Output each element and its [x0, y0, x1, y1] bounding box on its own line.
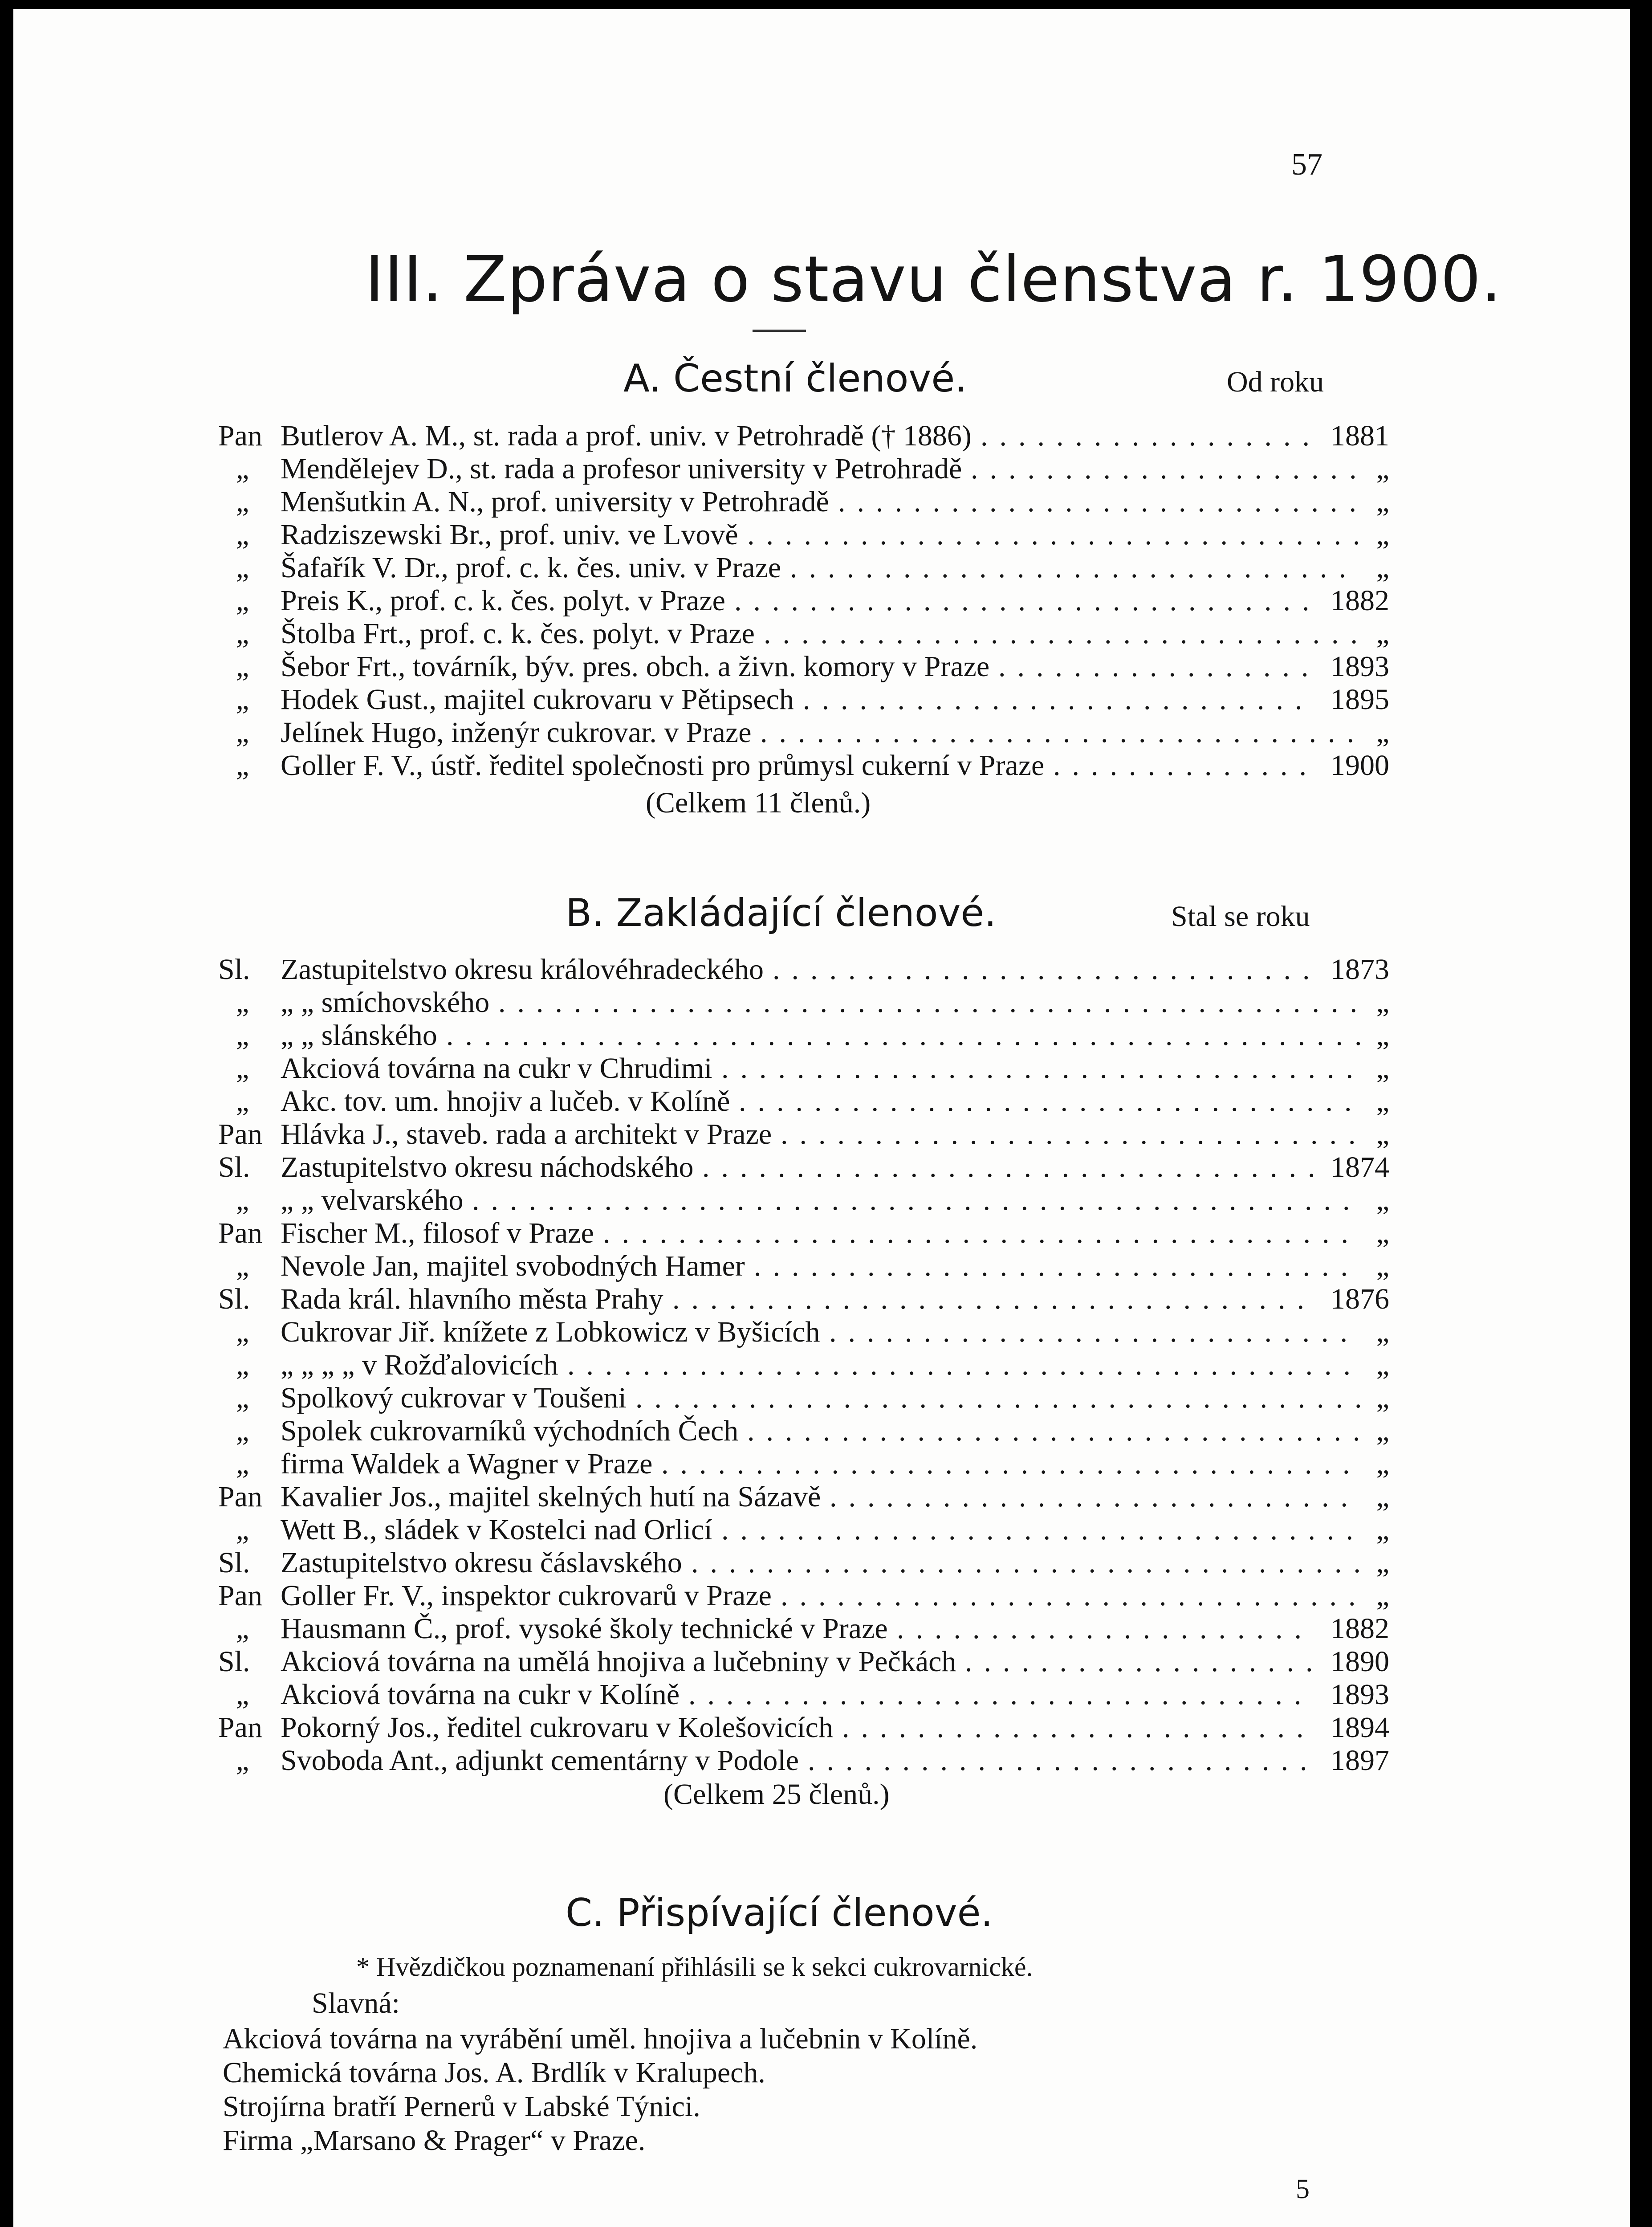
member-row	[218, 453, 1389, 485]
member-prefix: Sl.	[218, 1645, 250, 1678]
member-row	[218, 1349, 1389, 1382]
leader-dots: ................................	[760, 716, 1366, 749]
member-year: 1895	[1331, 683, 1389, 716]
section-a-list	[218, 420, 1389, 782]
member-row	[218, 1382, 1389, 1415]
member-year: „	[1376, 453, 1389, 485]
member-text: Wett B., sládek v Kostelci nad Orlicí	[281, 1513, 712, 1546]
member-prefix: „	[236, 584, 249, 617]
leader-dots: ..................................	[672, 1283, 1316, 1315]
leader-dots: .............................	[773, 953, 1322, 986]
leader-dots: ..........................................	[567, 1349, 1362, 1381]
member-year: „	[1376, 1349, 1389, 1381]
leader-dots: ...........................	[803, 683, 1314, 716]
member-prefix: „	[236, 1085, 249, 1118]
section-b-column-label: Stal se roku	[1171, 900, 1310, 933]
member-row	[218, 420, 1389, 453]
member-text: Akciová továrna na cukr v Chrudimi	[281, 1052, 712, 1085]
member-row	[218, 1481, 1389, 1513]
member-text: „ „ smíchovského	[281, 986, 490, 1019]
member-row	[218, 986, 1389, 1019]
member-year: „	[1376, 551, 1389, 584]
member-year: „	[1376, 1481, 1389, 1513]
member-text: „ „ velvarského	[281, 1184, 464, 1216]
member-text: Akc. tov. um. hnojiv a lučeb. v Kolíně	[281, 1085, 730, 1118]
section-c-line: Firma „Marsano & Prager“ v Praze.	[223, 2124, 646, 2157]
leader-dots: .................................	[688, 1678, 1313, 1711]
member-prefix: „	[236, 1513, 249, 1546]
member-row	[218, 1151, 1389, 1184]
member-text: Zastupitelstvo okresu královéhradeckého	[281, 953, 764, 986]
leader-dots: .................................	[747, 518, 1372, 551]
leader-dots: .................	[998, 650, 1320, 683]
member-prefix: „	[236, 650, 249, 683]
member-prefix: „	[236, 1415, 249, 1447]
member-year: 1874	[1331, 1151, 1389, 1183]
member-prefix: Sl.	[218, 1546, 250, 1579]
section-a-total: (Celkem 11 členů.)	[646, 787, 871, 819]
section-b-total: (Celkem 25 členů.)	[663, 1778, 890, 1811]
member-prefix: „	[236, 1612, 249, 1645]
member-prefix: „	[236, 551, 249, 584]
member-row	[218, 749, 1389, 782]
leader-dots: .................................	[702, 1151, 1327, 1183]
leader-dots: .........................	[842, 1711, 1315, 1744]
member-year: 1876	[1331, 1283, 1389, 1315]
member-text: Spolek cukrovarníků východních Čech	[281, 1415, 739, 1447]
member-row	[218, 1612, 1389, 1645]
member-prefix: „	[236, 716, 249, 749]
member-row	[218, 1283, 1389, 1316]
member-year: „	[1376, 1382, 1389, 1414]
member-prefix: „	[236, 1052, 249, 1085]
member-prefix: Sl.	[218, 1283, 250, 1315]
signature-mark: 5	[1296, 2174, 1310, 2204]
member-text: Rada král. hlavního města Prahy	[281, 1283, 663, 1315]
member-year: „	[1376, 716, 1389, 749]
member-row	[218, 617, 1389, 650]
member-year: 1893	[1331, 1678, 1389, 1711]
leader-dots: ................................	[754, 1250, 1359, 1282]
leader-dots: ..................................	[721, 1513, 1365, 1546]
section-b-list	[218, 953, 1389, 1777]
member-year: 1882	[1331, 1612, 1389, 1645]
member-text: Mendělejev D., st. rada a profesor university v Petrohradě	[281, 453, 962, 485]
member-text: Jelínek Hugo, inženýr cukrovar. v Praze	[281, 716, 752, 749]
member-year: „	[1376, 1513, 1389, 1546]
section-c-line: Strojírna bratří Pernerů v Labské Týnici.	[223, 2090, 700, 2123]
leader-dots: .....................................	[661, 1448, 1362, 1480]
member-text: Cukrovar Jiř. knížete z Lobkowicz v Byšicích	[281, 1316, 820, 1348]
member-year: „	[1376, 617, 1389, 650]
member-year: „	[1376, 1085, 1389, 1118]
member-prefix: Pan	[218, 1579, 262, 1612]
section-c-line: Chemická továrna Jos. A. Brdlík v Kralupech.	[223, 2056, 765, 2089]
section-c-salutation: Slavná:	[312, 1987, 400, 2019]
member-prefix: Pan	[218, 1118, 262, 1150]
member-prefix: „	[236, 453, 249, 485]
member-prefix: Sl.	[218, 1151, 250, 1183]
member-year: „	[1376, 485, 1389, 518]
member-text: Zastupitelstvo okresu náchodského	[281, 1151, 694, 1183]
member-row	[218, 1118, 1389, 1151]
member-text: „ „ slánského	[281, 1019, 437, 1052]
member-prefix: „	[236, 518, 249, 551]
member-year: 1900	[1331, 749, 1389, 782]
member-year: „	[1376, 986, 1389, 1019]
member-year: „	[1376, 1415, 1389, 1447]
member-prefix: „	[236, 1316, 249, 1348]
member-prefix: „	[236, 1744, 249, 1777]
member-text: Hlávka J., staveb. rada a architekt v Praze	[281, 1118, 772, 1150]
member-row	[218, 1085, 1389, 1118]
member-row	[218, 1579, 1389, 1612]
member-prefix: „	[236, 1678, 249, 1711]
member-row	[218, 1052, 1389, 1085]
member-prefix: „	[236, 617, 249, 650]
member-row	[218, 1711, 1389, 1744]
member-prefix: Pan	[218, 420, 262, 452]
leader-dots: ......................	[897, 1612, 1313, 1645]
section-c-note: * Hvězdičkou poznamenaní přihlásili se k sekci cukrovarnické.	[356, 1952, 1033, 1982]
member-year: „	[1376, 1546, 1389, 1579]
page-number: 57	[1291, 147, 1322, 182]
member-year: „	[1376, 1184, 1389, 1216]
member-text: Butlerov A. M., st. rada a prof. univ. v Petrohradě († 1886)	[281, 420, 972, 452]
leader-dots: ..............................................	[498, 986, 1369, 1019]
member-row	[218, 1513, 1389, 1546]
member-year: „	[1376, 1250, 1389, 1282]
member-text: Hausmann Č., prof. vysoké školy technické v Praze	[281, 1612, 888, 1645]
member-row	[218, 1250, 1389, 1283]
member-text: Menšutkin A. N., prof. university v Petrohradě	[281, 485, 829, 518]
member-text: Šafařík V. Dr., prof. c. k. čes. univ. v Praze	[281, 551, 781, 584]
section-c-heading: C. Přispívající členové.	[566, 1891, 993, 1935]
member-prefix: „	[236, 1184, 249, 1216]
member-row	[218, 1744, 1389, 1777]
member-year: „	[1376, 1118, 1389, 1150]
leader-dots: .......................................	[635, 1382, 1374, 1414]
member-year: 1890	[1331, 1645, 1389, 1678]
leader-dots: ..............................	[790, 551, 1358, 584]
leader-dots: ................................	[764, 617, 1369, 650]
member-year: „	[1376, 1316, 1389, 1348]
member-text: firma Waldek a Wagner v Praze	[281, 1448, 653, 1480]
member-row	[218, 1316, 1389, 1349]
member-row	[218, 953, 1389, 986]
title-divider	[753, 330, 806, 332]
section-c-line: Akciová továrna na vyrábění uměl. hnojiva a lučebnin v Kolíně.	[223, 2023, 978, 2055]
member-text: Šebor Frt., továrník, býv. pres. obch. a živn. komory v Praze	[281, 650, 990, 683]
member-row	[218, 1645, 1389, 1678]
member-year: „	[1376, 518, 1389, 551]
leader-dots: .................................	[747, 1415, 1372, 1447]
member-text: Hodek Gust., majitel cukrovaru v Pětipsech	[281, 683, 794, 716]
member-year: „	[1376, 1052, 1389, 1085]
member-prefix: Pan	[218, 1711, 262, 1744]
member-prefix: „	[236, 683, 249, 716]
leader-dots: ........................................	[603, 1217, 1360, 1249]
member-year: „	[1376, 1579, 1389, 1612]
member-text: Goller F. V., ústř. ředitel společnosti pro průmysl cukerní v Praze	[281, 749, 1045, 782]
member-text: Spolkový cukrovar v Toušeni	[281, 1382, 627, 1414]
leader-dots: ............................	[830, 1481, 1359, 1513]
section-a-column-label: Od roku	[1227, 366, 1324, 398]
leader-dots: ....................................	[691, 1546, 1372, 1579]
leader-dots: ..................................	[721, 1052, 1365, 1085]
member-text: Nevole Jan, majitel svobodných Hamer	[281, 1250, 745, 1282]
member-prefix: „	[236, 1250, 249, 1282]
member-year: „	[1376, 1217, 1389, 1249]
leader-dots: .................................	[739, 1085, 1363, 1118]
document-page	[13, 9, 1630, 2227]
member-prefix: „	[236, 986, 249, 1019]
member-prefix: Pan	[218, 1217, 262, 1249]
leader-dots: ............................	[829, 1316, 1359, 1348]
leader-dots: ...................	[965, 1645, 1325, 1678]
member-row	[218, 1448, 1389, 1481]
leader-dots: ...............................................	[472, 1184, 1362, 1216]
leader-dots: ...............................	[781, 1579, 1367, 1612]
member-year: 1893	[1331, 650, 1389, 683]
member-text: Pokorný Jos., ředitel cukrovaru v Kolešovicích	[281, 1711, 833, 1744]
section-b-heading: B. Zakládající členové.	[566, 891, 997, 935]
member-prefix: „	[236, 1448, 249, 1480]
member-year: 1882	[1331, 584, 1389, 617]
member-prefix: „	[236, 749, 249, 782]
member-year: „	[1376, 1448, 1389, 1480]
member-text: Preis K., prof. c. k. čes. polyt. v Praze	[281, 584, 725, 617]
member-text: Goller Fr. V., inspektor cukrovarů v Praze	[281, 1579, 772, 1612]
page-title: III. Zpráva o stavu členstva r. 1900.	[365, 243, 1502, 316]
section-a-heading: A. Čestní členové.	[623, 356, 967, 401]
member-text: Akciová továrna na cukr v Kolíně	[281, 1678, 680, 1711]
leader-dots: ...............................	[734, 584, 1321, 617]
member-row	[218, 551, 1389, 584]
member-row	[218, 584, 1389, 617]
member-prefix: Pan	[218, 1481, 262, 1513]
leader-dots: .....................	[971, 453, 1368, 485]
member-prefix: „	[236, 1019, 249, 1052]
member-prefix: „	[236, 485, 249, 518]
leader-dots: ..............	[1053, 749, 1318, 782]
member-row	[218, 716, 1389, 749]
member-row	[218, 1415, 1389, 1448]
member-prefix: „	[236, 1382, 249, 1414]
member-row	[218, 1678, 1389, 1711]
member-year: 1897	[1331, 1744, 1389, 1777]
leader-dots: ..................	[981, 420, 1321, 452]
member-prefix: „	[236, 1349, 249, 1381]
member-text: Štolba Frt., prof. c. k. čes. polyt. v Praze	[281, 617, 755, 650]
member-text: Svoboda Ant., adjunkt cementárny v Podole	[281, 1744, 799, 1777]
member-row	[218, 1546, 1389, 1579]
leader-dots: ...........................	[808, 1744, 1319, 1777]
member-text: Kavalier Jos., majitel skelných hutí na Sázavě	[281, 1481, 821, 1513]
member-text: Radziszewski Br., prof. univ. ve Lvově	[281, 518, 738, 551]
leader-dots: ............................	[838, 485, 1368, 518]
member-text: Fischer M., filosof v Praze	[281, 1217, 594, 1249]
leader-dots: .................................................	[446, 1019, 1374, 1052]
member-year: 1873	[1331, 953, 1389, 986]
member-row	[218, 1217, 1389, 1250]
member-text: Zastupitelstvo okresu čáslavského	[281, 1546, 682, 1579]
member-text: „ „ „ „ v Rožďalovicích	[281, 1349, 558, 1381]
member-row	[218, 1019, 1389, 1052]
member-row	[218, 1184, 1389, 1217]
member-row	[218, 518, 1389, 551]
member-prefix: Sl.	[218, 953, 250, 986]
member-row	[218, 650, 1389, 683]
member-year: „	[1376, 1019, 1389, 1052]
member-year: 1894	[1331, 1711, 1389, 1744]
member-row	[218, 485, 1389, 518]
member-text: Akciová továrna na umělá hnojiva a lučebniny v Pečkách	[281, 1645, 956, 1678]
member-year: 1881	[1331, 420, 1389, 452]
member-row	[218, 683, 1389, 716]
leader-dots: ...............................	[781, 1118, 1367, 1150]
